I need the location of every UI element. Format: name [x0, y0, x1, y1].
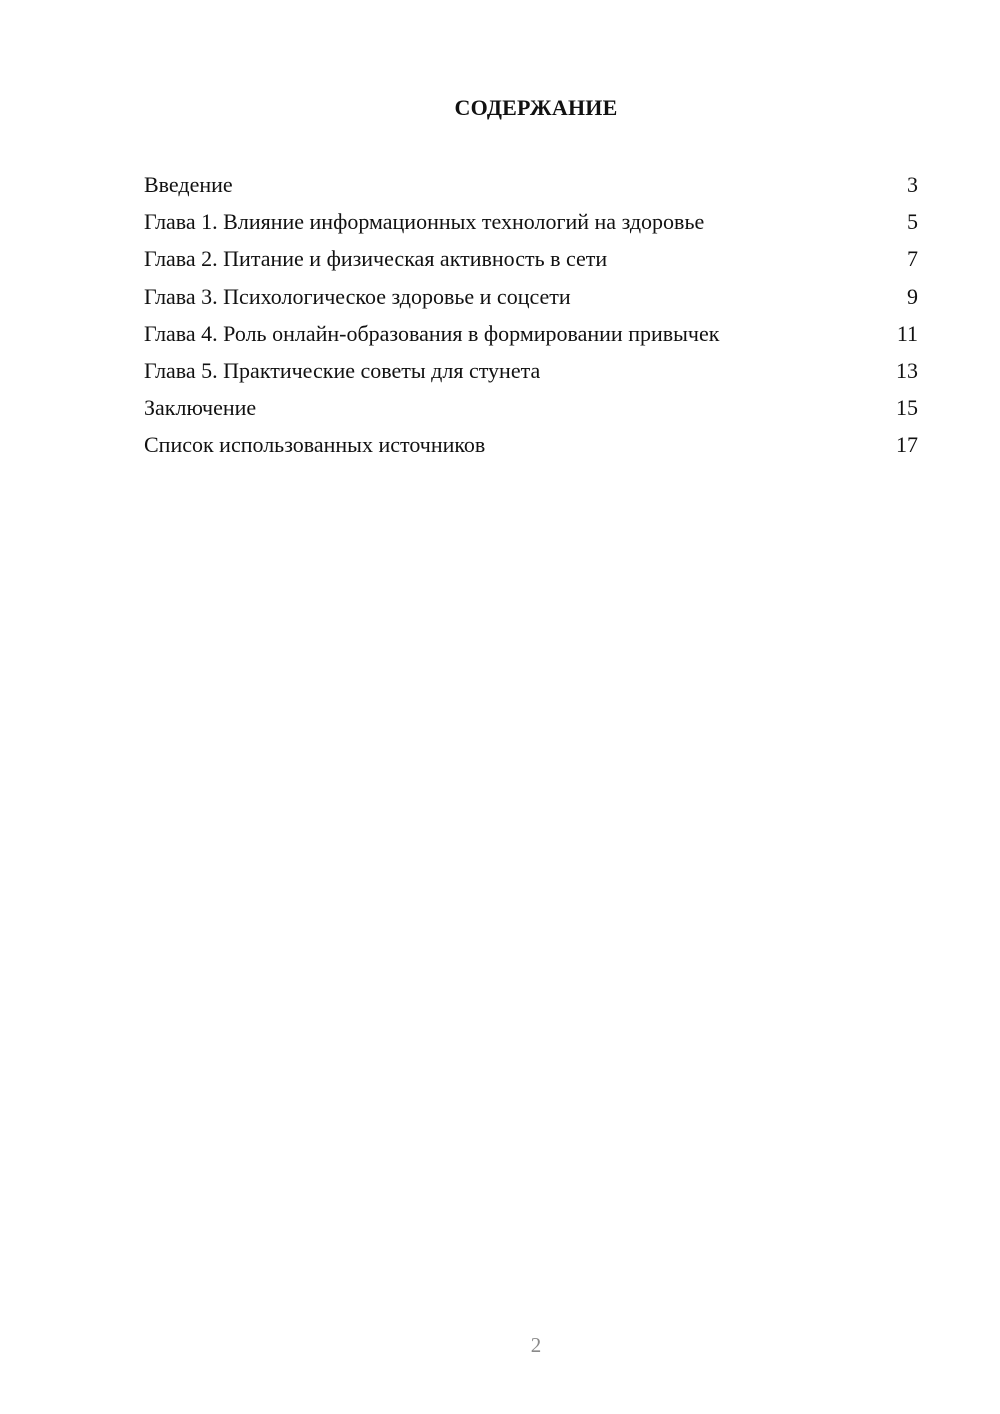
- page-title: СОДЕРЖАНИЕ: [454, 95, 618, 120]
- toc-entry-label: Глава 1. Влияние информационных технологий на здоровье: [144, 209, 705, 235]
- toc-entry-page: 11: [896, 320, 918, 346]
- toc-entry-label: Заключение: [144, 395, 257, 421]
- page-number: 2: [530, 1333, 542, 1357]
- toc-entry-page: 3: [907, 172, 918, 197]
- toc-entry-chapter-5: [144, 355, 918, 392]
- toc-entry-chapter-1: [144, 206, 918, 243]
- toc-entry-page: 13: [896, 357, 918, 383]
- toc-entry-references: [144, 429, 918, 466]
- toc-entry-label: Глава 2. Питание и физическая активность в сети: [144, 246, 608, 272]
- toc-entry-page: 5: [907, 209, 918, 235]
- toc-entry-chapter-3: [144, 281, 918, 318]
- toc-entry-label: Глава 5. Практические советы для стунета: [144, 357, 541, 383]
- toc-entry-label: Глава 3. Психологическое здоровье и соцсети: [144, 283, 571, 309]
- toc-entry-page: 17: [896, 432, 918, 458]
- toc-entry-page: 9: [907, 283, 918, 309]
- toc-entry-label: Список использованных источников: [144, 432, 486, 458]
- toc-entry-label: Глава 4. Роль онлайн-образования в формировании привычек: [144, 320, 720, 346]
- toc-entry-conclusion: [144, 392, 918, 429]
- toc-entry-chapter-2: [144, 243, 918, 280]
- toc-entry-page: 15: [896, 395, 918, 421]
- table-of-contents: [144, 169, 918, 467]
- toc-entry-page: 7: [907, 246, 918, 272]
- toc-entry-chapter-4: [144, 318, 918, 355]
- toc-entry-introduction: [144, 169, 918, 206]
- toc-entry-label: Введение: [144, 172, 233, 197]
